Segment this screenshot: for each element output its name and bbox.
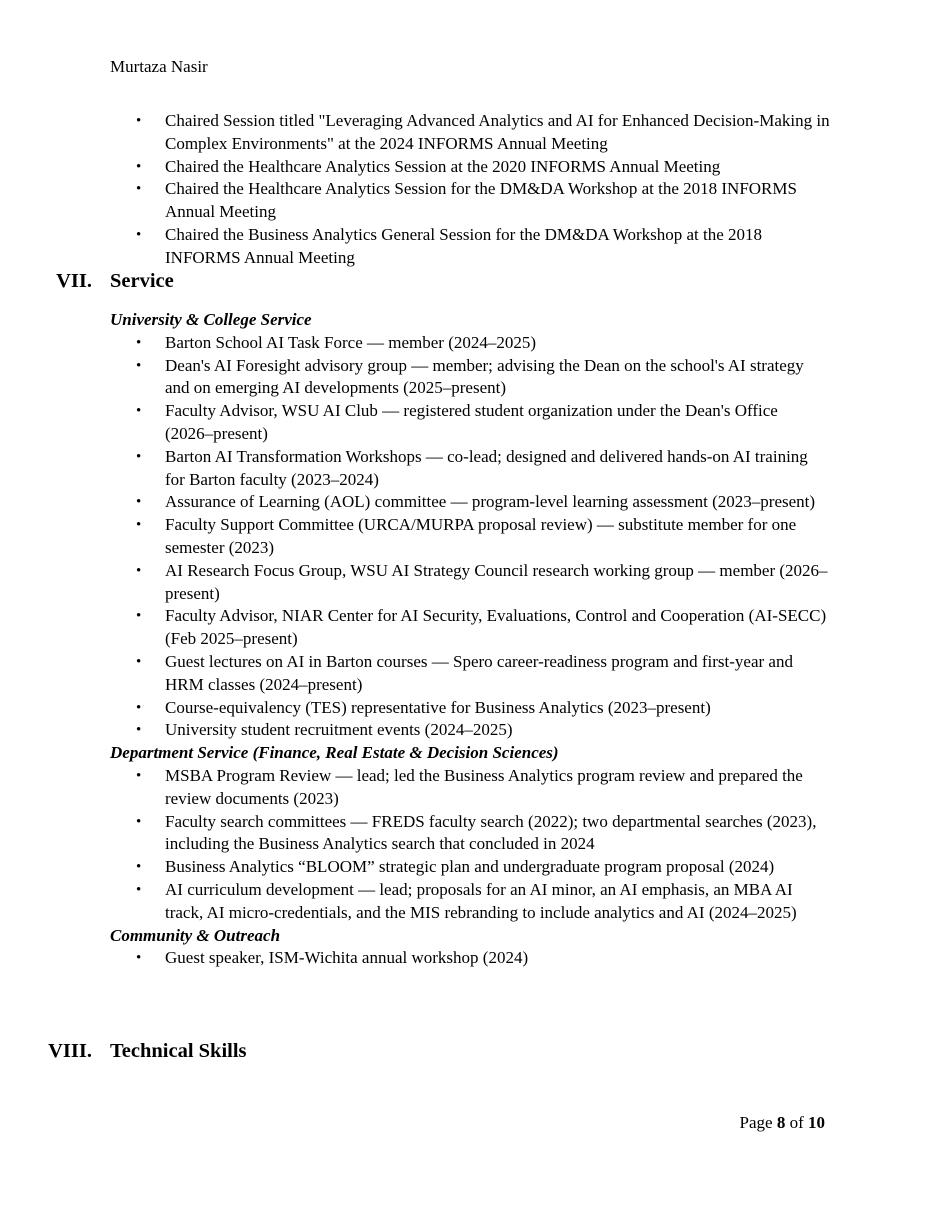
section-title: Technical Skills [110, 1040, 247, 1062]
bullet-icon: • [136, 608, 142, 625]
sessions-continued [0, 110, 935, 270]
list-item [0, 765, 830, 811]
bullet-icon: • [136, 699, 142, 716]
list-item [0, 400, 830, 446]
list-item [0, 560, 830, 606]
list-item-text: Chaired the Healthcare Analytics Session for the DM&DA Workshop at the 2018 INFORMS Annual Meeting [165, 179, 797, 222]
list-item-text: Barton AI Transformation Workshops — co-lead; designed and delivered hands-on AI training for Barton faculty (2023–2024) [165, 446, 808, 489]
section-heading-technical-skills [0, 1040, 935, 1066]
section-title: Service [110, 270, 174, 292]
page-label: Page [739, 1113, 773, 1132]
list-item [0, 491, 830, 514]
list-item [0, 446, 830, 492]
list-item [0, 811, 830, 857]
list-item [0, 514, 830, 560]
bullet-icon: • [136, 767, 142, 784]
bullet-icon: • [136, 653, 142, 670]
university-service-list [0, 332, 935, 742]
list-item [0, 879, 830, 925]
list-item-text: Faculty Advisor, WSU AI Club — registered student organization under the Dean's Office (2026–present) [165, 401, 778, 443]
bullet-icon: • [136, 403, 142, 420]
subheading-department: Department Service (Finance, Real Estate & Decision Sciences) [110, 743, 559, 763]
list-item [0, 110, 830, 156]
list-item [0, 605, 830, 651]
list-item [0, 651, 830, 697]
bullet-icon: • [136, 813, 142, 830]
bullet-icon: • [136, 181, 142, 198]
list-item-text: AI Research Focus Group, WSU AI Strategy Council research working group — member (2026–present) [165, 560, 828, 603]
list-item-text: Barton School AI Task Force — member (2024–2025) [165, 332, 537, 352]
list-item-text: Faculty Advisor, NIAR Center for AI Security, Evaluations, Control and Cooperation (AI-SECC) (Feb 2025–present) [165, 606, 827, 649]
list-item [0, 697, 830, 720]
list-item [0, 856, 830, 879]
page-footer [740, 1112, 825, 1135]
page-total: 10 [808, 1113, 825, 1132]
list-item-text: Business Analytics “BLOOM” strategic plan and undergraduate program proposal (2024) [165, 857, 775, 877]
list-item-text: AI curriculum development — lead; proposals for an AI minor, an AI emphasis, an MBA AI track, AI micro-credentials, and the MIS rebranding to include analytics and AI (2024–2025) [165, 879, 797, 922]
bullet-icon: • [136, 226, 142, 243]
list-item-text: Course-equivalency (TES) representative for Business Analytics (2023–present) [165, 697, 711, 717]
list-item [0, 178, 830, 224]
list-item-text: Dean's AI Foresight advisory group — member; advising the Dean on the school's AI strategy and on emerging AI developments (2025–present) [165, 355, 804, 398]
sessions-list [0, 110, 935, 270]
list-item-text: Faculty Support Committee (URCA/MURPA proposal review) — substitute member for one semester (2023) [165, 515, 797, 557]
bullet-icon: • [136, 334, 142, 351]
bullet-icon: • [136, 357, 142, 374]
bullet-icon: • [136, 950, 142, 967]
bullet-icon: • [136, 722, 142, 739]
subheading-community: Community & Outreach [110, 925, 281, 945]
list-item-text: Faculty search committees — FREDS faculty search (2022); two departmental searches (2023), including the Business Analytics search that concluded in 2024 [165, 811, 817, 854]
list-item-text: University student recruitment events (2024–2025) [165, 720, 513, 740]
community-service-list [0, 947, 935, 970]
list-item-text: MSBA Program Review — lead; led the Business Analytics program review and prepared the review documents (2023) [165, 765, 803, 808]
running-header-name: Murtaza Nasir [110, 57, 208, 76]
list-item-text: Chaired the Business Analytics General Session for the DM&DA Workshop at the 2018 INFORMS Annual Meeting [165, 224, 763, 267]
page-number: 8 [776, 1113, 786, 1132]
list-item [0, 224, 830, 270]
bullet-icon: • [136, 562, 142, 579]
bullet-icon: • [136, 494, 142, 511]
list-item-text: Assurance of Learning (AOL) committee — program-level learning assessment (2023–present) [165, 492, 816, 512]
bullet-icon: • [136, 517, 142, 534]
bullet-icon: • [136, 859, 142, 876]
section-number: VII. [56, 270, 92, 292]
list-item [0, 719, 830, 742]
list-item-text: Chaired Session titled "Leveraging Advanced Analytics and AI for Enhanced Decision-Making in Complex Environments" at the 2024 INFORMS Annual Meeting [165, 111, 830, 153]
subheading-university: University & College Service [110, 310, 312, 329]
list-item [0, 355, 830, 401]
list-item [0, 947, 830, 970]
bullet-icon: • [136, 881, 142, 898]
list-item-text: Chaired the Healthcare Analytics Session at the 2020 INFORMS Annual Meeting [165, 156, 721, 176]
section-heading-service [0, 270, 935, 296]
bullet-icon: • [136, 158, 142, 175]
list-item [0, 156, 830, 179]
service-content [0, 309, 935, 970]
department-service-list [0, 765, 935, 925]
list-item-text: Guest speaker, ISM-Wichita annual workshop (2024) [165, 948, 529, 968]
bullet-icon: • [136, 113, 142, 129]
list-item [0, 332, 830, 355]
of-label: of [789, 1113, 804, 1132]
bullet-icon: • [136, 448, 142, 465]
section-number: VIII. [48, 1040, 92, 1062]
list-item-text: Guest lectures on AI in Barton courses — Spero career-readiness program and first-year and HRM classes (2024–present) [165, 651, 793, 694]
